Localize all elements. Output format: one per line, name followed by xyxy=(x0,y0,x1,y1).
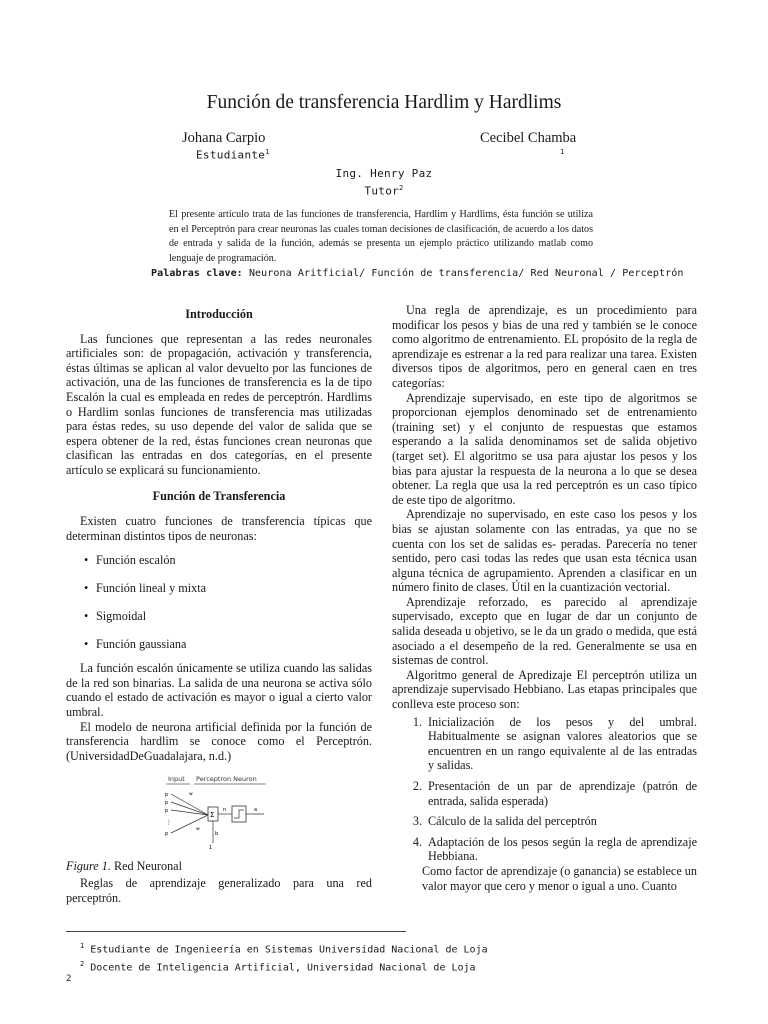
footnote-1-text: Estudiante de Ingenieería en Sistemas Universidad Nacional de Loja xyxy=(90,944,488,956)
bias-input-label: 1 xyxy=(209,845,213,852)
reinforced-learning-paragraph: Aprendizaje reforzado, es parecido al aprendizaje supervisado, excepto que en lugar de dar un conjunto de salida deseada u objetivo, se le da un grado o medida, que está asociado a el desempeño de la red. Generalmente se usa en sistemas de control. xyxy=(392,594,697,668)
figure-1-caption-label: Figure 1. xyxy=(66,859,111,874)
learning-factor-paragraph: Como factor de aprendizaje (o ganancia) se establece un valor mayor que cero y menor o igual a uno. Cuanto xyxy=(422,863,697,893)
step-text: Inicialización de los pesos y del umbral. Habitualmente se asignan valores aleatorios que se encuentren en un rango equivalente al de las entradas y salidas. xyxy=(428,714,697,773)
tutor-role: Tutor xyxy=(364,184,400,198)
paper-title: Función de transferencia Hardlim y Hardlims xyxy=(206,92,562,113)
learning-rule-paragraph: Una regla de aprendizaje, es un procedimiento para modificar los pesos y bias de una red y también se le conoce como algoritmo de entrenamiento. EL propósito de la regla de aprendizaje es estrenar a la red para realizar una tarea. Existen diversos tipos de algoritmos, pero en general caen en tres categorías: xyxy=(392,303,697,390)
step-number: 4. xyxy=(412,834,422,849)
page-number: 2 xyxy=(66,974,72,984)
author-1-mark: 1 xyxy=(265,148,270,156)
input-node-pr: p xyxy=(165,831,169,838)
learning-factor-block xyxy=(392,864,697,893)
footnote-2 xyxy=(80,960,476,973)
list-item xyxy=(392,835,697,864)
unsupervised-learning-paragraph: Aprendizaje no supervisado, en este caso los pesos y los bias se ajustan solamente con las entradas, ya que no se cuenta con los set de salidas es- peradas. Parecería no tener sentido, pero casi todas las redes que usan esta técnica usan alguna técnica de agrupamiento. Aprenden a clasificar en un número finito de clases. Útil en la cuantización vectorial. xyxy=(392,507,697,595)
figure-1-caption xyxy=(66,859,372,874)
figure-neuron-label: Perceptron Neuron xyxy=(196,775,257,784)
summation-symbol-icon: Σ xyxy=(210,811,215,820)
author-2-name: Cecibel Chamba xyxy=(480,130,577,146)
weight-connections xyxy=(171,794,208,833)
tutor-name: Ing. Henry Paz xyxy=(335,167,433,180)
general-algorithm-paragraph: Algoritmo general de Apredizaje El perceptrón utiliza un aprendizaje supervisado Hebbiano. Las etapas principales que conlleva este proceso son: xyxy=(392,667,697,712)
figure-1-caption-text: Red Neuronal xyxy=(113,859,182,874)
step-text: Adaptación de los pesos según la regla de aprendizaje Hebbiana. xyxy=(428,834,697,864)
author-2-affiliation xyxy=(560,148,565,162)
output-label: a xyxy=(254,807,258,814)
figure-input-label: Input xyxy=(168,775,185,784)
author-1-name: Johana Carpio xyxy=(182,130,266,146)
input-ellipsis: ⋮ xyxy=(166,819,172,827)
bias-label: b xyxy=(215,831,219,838)
author-1-affiliation xyxy=(196,148,270,162)
step-number: 1. xyxy=(412,714,422,729)
supervised-learning-paragraph: Aprendizaje supervisado, en este tipo de algoritmos se proporcionan ejemplos denominado set de entrenamiento (training set) y el conjunto de respuestas que estamos esperando a la salida denominamos set de salida objetivo (target set). El algoritmo se usa para ajustar los pesos y los bias para ajustar la respuesta de la neurona a lo que se desea obtener. La regla que usa la red perceptrón es un caso típico de este tipo de algoritmo. xyxy=(392,390,697,507)
step-number: 3. xyxy=(412,814,422,829)
transfer-function-heading: Función de Transferencia xyxy=(152,488,286,503)
algorithm-steps-list xyxy=(392,715,697,864)
input-nodes xyxy=(165,792,172,837)
list-item: • Sigmoidal xyxy=(66,609,372,624)
footnote-2-text: Docente de Inteligencia Artificial, Universidad Nacional de Loja xyxy=(90,962,476,974)
net-input-label: n xyxy=(223,807,227,814)
list-item: • Función gaussiana xyxy=(66,637,372,652)
list-item: • Función escalón xyxy=(66,553,372,568)
weight-line xyxy=(171,810,208,815)
footnote-1-mark: 1 xyxy=(80,942,85,950)
perceptron-model-paragraph: El modelo de neurona artificial definida por la función de transferencia hardlim se conoce como el Perceptrón.(UniversidadDeGuadalajara, n.d.) xyxy=(66,719,372,763)
weight-label-w1r: w xyxy=(196,827,200,833)
input-node-p3: p xyxy=(165,808,169,815)
author-2-mark: 1 xyxy=(560,148,565,156)
weight-line xyxy=(171,802,208,815)
author-1-role: Estudiante xyxy=(196,148,266,162)
transfer-function-paragraph: Existen cuatro funciones de transferencia típicas que determinan distintos tipos de neuronas: xyxy=(66,514,372,543)
list-item xyxy=(392,779,697,808)
introduction-paragraph: Las funciones que representan a las redes neuronales artificiales son: de propagación, activación y transferencia, éstas últimas se aplican al valor devuelto por las funciones de activación, una de las funciones de transferencia es la de tipo Escalón la cual es empleada en redes de perceptrón. Hardlims o Hardlim sonlas funciones de transferencia mas utilizadas para éstas redes, su uso depende del valor de salida que se espera obtener de la red, éstas funciones crean neuronas que clasifican las entradas en dos categorías, en el presente artículo se explicará su funcionamiento. xyxy=(66,331,372,477)
tutor-mark: 2 xyxy=(399,184,404,192)
list-item xyxy=(392,715,697,773)
introduction-heading: Introducción xyxy=(185,307,253,321)
input-node-p2: p xyxy=(165,800,169,807)
abstract: El presente artículo trata de las funciones de transferencia, Hardlim y Hardlims, ésta función se utiliza en el Perceptrón para crear neuronas las cuales toman decisiones de clasificación, de acuerdo a los datos de entrada y salida de la función, además se presenta un ejemplo práctico utilizando matlab como lenguaje de programación. xyxy=(169,209,593,265)
input-node-p1: p xyxy=(165,792,169,799)
footnote-2-mark: 2 xyxy=(80,960,85,968)
learning-rules-paragraph: Reglas de aprendizaje generalizado para una red perceptrón. xyxy=(66,876,372,905)
keywords-label: Palabras clave: xyxy=(151,268,243,279)
weight-line xyxy=(171,815,208,833)
list-item: • Función lineal y mixta xyxy=(66,581,372,596)
footnote-separator xyxy=(66,931,406,932)
footnote-1 xyxy=(80,942,488,955)
weight-line xyxy=(171,794,208,815)
left-column xyxy=(66,307,372,905)
step-number: 2. xyxy=(412,779,422,793)
figure-1 xyxy=(66,773,372,859)
step-text: Cálculo de la salida del perceptrón xyxy=(428,814,597,829)
right-column xyxy=(392,303,697,893)
step-text: Presentación de un par de aprendizaje (patrón de entrada, salida esperada) xyxy=(428,779,697,808)
step-function-paragraph: La función escalón únicamente se utiliza cuando las salidas de la red son binarias. La salida de una neurona se activa sólo cuando el estado de activación es mayor o igual a cierto valor umbral. xyxy=(66,661,372,720)
keywords-list: Neurona Aritficial/ Función de transferencia/ Red Neuronal / Perceptrón xyxy=(248,268,684,279)
weight-label-w11: w xyxy=(189,792,193,798)
keywords xyxy=(151,268,684,279)
transfer-function-list xyxy=(66,553,372,651)
perceptron-diagram xyxy=(162,773,282,853)
list-item xyxy=(392,814,697,829)
tutor-affiliation xyxy=(0,184,768,198)
